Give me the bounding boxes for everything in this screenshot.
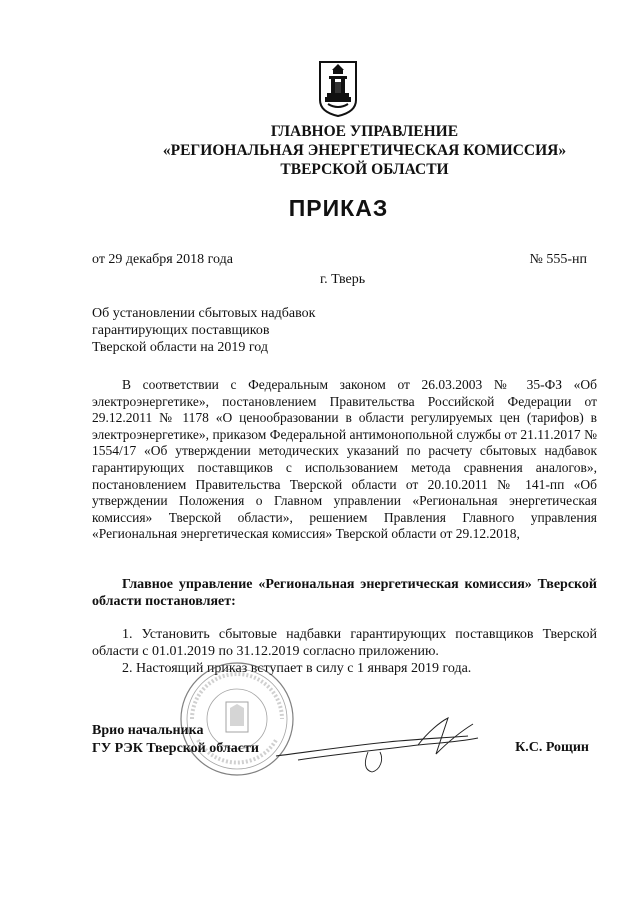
preamble-paragraph: В соответствии с Федеральным законом от 26.03.2003 № 35-ФЗ «Об электроэнергетике», постановлением Правительства Российской Федерации от 29.12.2011 № 1178 «О ценообразовании в области регулируемых цен (тарифов) в электроэнергетике», приказом Федеральной антимонопольной службы от 21.11.2017 № 1554/17 «Об утверждении методических указаний по расчету сбытовых надбавок гарантирующих поставщиков с использованием метода сравнения аналогов», постановлением Правительства Тверской области от 20.10.2011 № 141-пп «Об утверждении Положения о Главном управлении «Региональная энергетическая комиссия» Тверской области», решением Правления Главного управления «Региональная энергетическая комиссия» Тверской области от 29.12.2018,	[92, 377, 597, 542]
subject-line-3: Тверской области на 2019 год	[92, 340, 269, 355]
document-subject	[92, 305, 392, 356]
resolution-heading: Главное управление «Региональная энергетическая комиссия» Тверской области постановляет:	[92, 577, 597, 609]
document-type-title: ПРИКАЗ	[288, 195, 389, 221]
signer-position-line-2: ГУ РЭК Тверской области	[92, 741, 259, 756]
organization-header	[0, 122, 639, 179]
document-number: № 555-нп	[529, 252, 587, 267]
subject-line-1: Об установлении сбытовых надбавок	[92, 306, 316, 321]
header-line-2: «РЕГИОНАЛЬНАЯ ЭНЕРГЕТИЧЕСКАЯ КОМИССИЯ»	[162, 142, 567, 159]
handwritten-signature	[268, 712, 498, 782]
document-city: г. Тверь	[320, 272, 366, 287]
document-date: от 29 декабря 2018 года	[92, 252, 233, 267]
signer-position	[92, 722, 259, 758]
order-item-1: 1. Установить сбытовые надбавки гарантирующих поставщиков Тверской области с 01.01.2019 по 31.12.2019 согласно приложению.	[92, 627, 597, 659]
coat-of-arms-icon	[318, 60, 358, 118]
order-items	[92, 626, 597, 677]
subject-line-2: гарантирующих поставщиков	[92, 323, 270, 338]
header-line-3: ТВЕРСКОЙ ОБЛАСТИ	[280, 161, 449, 178]
signer-position-line-1: Врио начальника	[92, 723, 204, 738]
signer-name: К.С. Рощин	[515, 740, 589, 755]
header-line-1: ГЛАВНОЕ УПРАВЛЕНИЕ	[270, 123, 459, 140]
order-item-2: 2. Настоящий приказ вступает в силу с 1 января 2019 года.	[122, 661, 472, 676]
